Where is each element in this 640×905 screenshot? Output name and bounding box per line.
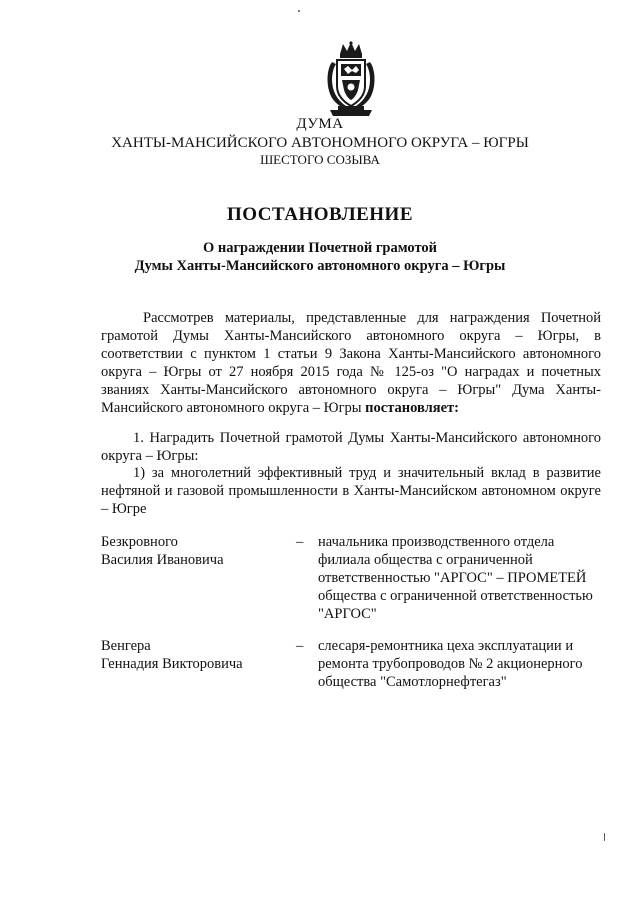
organization-name: ДУМА bbox=[296, 116, 344, 132]
awardee-2-name bbox=[101, 637, 243, 673]
awardee-1-name bbox=[101, 533, 224, 569]
awardee-surname: Венгера bbox=[101, 638, 151, 654]
subject-line-1: О награждении Почетной грамотой bbox=[202, 240, 438, 256]
scan-speck bbox=[298, 10, 300, 12]
convocation: ШЕСТОГО СОЗЫВА bbox=[260, 152, 380, 167]
resolves-keyword: постановляет: bbox=[365, 400, 459, 416]
item-1-1: 1) за многолетний эффективный труд и значительный вклад в развитие нефтяной и газовой промышленности в Ханты-Мансийском автономном округе – Югре bbox=[101, 465, 601, 517]
awardee-1-position: начальника производственного отдела филиала общества с ограниченной ответственностью "АРГОС" – ПРОМЕТЕЙ общества с ограниченной ответственностью "АРГОС" bbox=[318, 534, 593, 622]
item-1: 1. Наградить Почетной грамотой Думы Ханты-Мансийского автономного округа – Югры: bbox=[101, 430, 601, 464]
region-name: ХАНТЫ-МАНСИЙСКОГО АВТОНОМНОГО ОКРУГА – ЮГРЫ bbox=[111, 135, 529, 151]
preamble-paragraph bbox=[101, 309, 601, 417]
coat-of-arms-icon bbox=[322, 40, 380, 120]
awardee-given-name: Геннадия Викторовича bbox=[101, 656, 243, 672]
awardee-surname: Безкровного bbox=[101, 534, 178, 550]
awardee-1-dash: – bbox=[296, 534, 304, 550]
awardee-2-dash: – bbox=[296, 638, 304, 654]
preamble-text: Рассмотрев материалы, представленные для награждения Почетной грамотой Думы Ханты-Мансийского автономного округа – Югры, в соответствии с пунктом 1 статьи 9 Закона Ханты-Мансийского автономного округа – Югры от 27 ноября 2015 года № 125-оз "О наградах и почетных званиях Ханты-Мансийского автономного округа – Югры" Дума Ханты-Мансийского автономного округа – Югры bbox=[101, 310, 601, 416]
document-type: ПОСТАНОВЛЕНИЕ bbox=[226, 204, 414, 225]
subject-line-2: Думы Ханты-Мансийского автономного округа – Югры bbox=[134, 258, 506, 274]
awardee-2-position: слесаря-ремонтника цеха эксплуатации и ремонта трубопроводов № 2 акционерного общества "Самотлорнефтегаз" bbox=[318, 638, 583, 690]
awardee-given-name: Василия Ивановича bbox=[101, 552, 224, 568]
scan-speck bbox=[604, 833, 605, 841]
